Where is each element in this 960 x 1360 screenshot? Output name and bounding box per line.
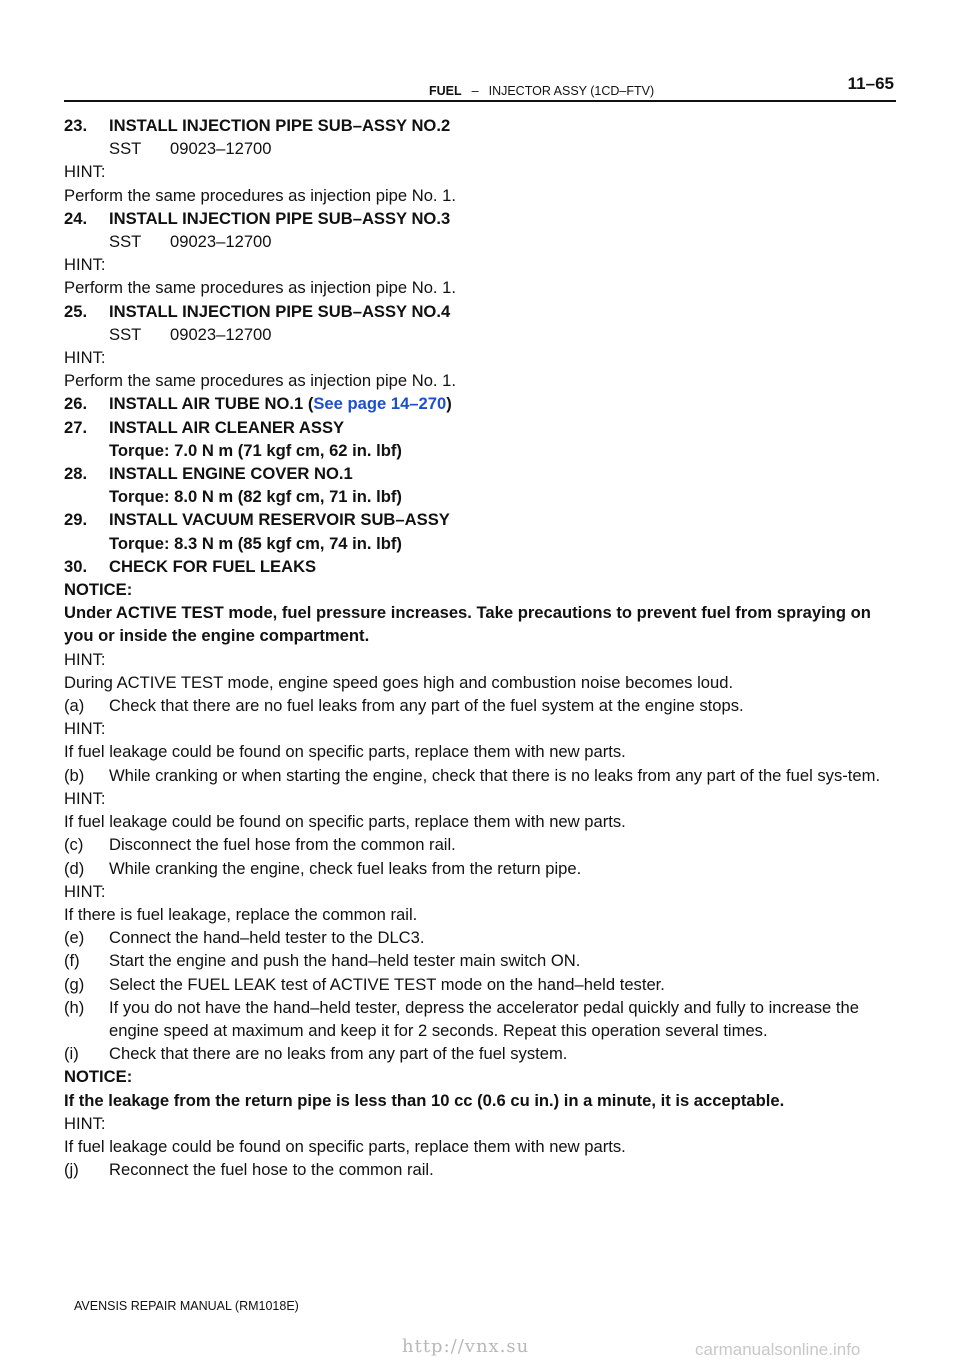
hint-label: HINT: (64, 719, 106, 739)
see-page-link[interactable]: See page 14–270 (313, 394, 447, 414)
hint-text: During ACTIVE TEST mode, engine speed goes high and combustion noise becomes loud. (64, 672, 734, 692)
hint-text: If fuel leakage could be found on specific parts, replace them with new parts. (64, 1136, 626, 1156)
step-23-title: 23. INSTALL INJECTION PIPE SUB–ASSY NO.2 (64, 116, 451, 135)
step-28-torque: Torque: 8.0 N m (82 kgf cm, 71 in. lbf) (109, 487, 402, 507)
header-separator: – (471, 84, 479, 98)
step-30-title: 30. CHECK FOR FUEL LEAKS (64, 556, 317, 576)
step-24-hint-text: Perform the same procedures as injection pipe No. 1. (64, 278, 456, 298)
substep-i: (i) Check that there are no leaks from any part of the fuel system. (64, 1044, 568, 1064)
hint-text: If fuel leakage could be found on specific parts, replace them with new parts. (64, 812, 626, 832)
notice-text: If the leakage from the return pipe is less than 10 cc (0.6 cu in.) in a minute, it is acceptable. (64, 1090, 785, 1110)
hint-text: If there is fuel leakage, replace the common rail. (64, 904, 418, 924)
substep-c: (c) Disconnect the fuel hose from the common rail. (64, 835, 456, 855)
substep-b: (b) While cranking or when starting the engine, check that there is no leaks from any part of the fuel sys-tem. (64, 765, 881, 785)
step-27-title: 27. INSTALL AIR CLEANER ASSY (64, 417, 345, 437)
notice-label: NOTICE: (64, 1067, 133, 1087)
header-subtitle: INJECTOR ASSY (1CD–FTV) (488, 84, 655, 98)
hint-text: If fuel leakage could be found on specific parts, replace them with new parts. (64, 742, 626, 762)
hint-label: HINT: (64, 788, 106, 808)
header-rule (64, 100, 896, 102)
watermark-left[interactable]: http://vnx.su (402, 1336, 530, 1357)
step-26-title: 26. INSTALL AIR TUBE NO.1 (See page 14–270) (64, 394, 452, 414)
step-29-title: 29. INSTALL VACUUM RESERVOIR SUB–ASSY (64, 510, 450, 530)
step-28-title: 28. INSTALL ENGINE COVER NO.1 (64, 464, 353, 484)
step-23-hint-text: Perform the same procedures as injection pipe No. 1. (64, 185, 456, 205)
step-29-torque: Torque: 8.3 N m (85 kgf cm, 74 in. lbf) (109, 533, 402, 553)
document-body (64, 114, 900, 1181)
page-number: 11–65 (847, 74, 894, 93)
hint-label: HINT: (64, 881, 106, 901)
header-title (429, 84, 654, 98)
step-24-hint-label: HINT: (64, 255, 106, 275)
step-23-hint-label: HINT: (64, 162, 106, 182)
page-footer: AVENSIS REPAIR MANUAL (RM1018E) (74, 1299, 299, 1313)
step-27-torque: Torque: 7.0 N m (71 kgf cm, 62 in. lbf) (109, 440, 402, 460)
step-23-sst: SST 09023–12700 (109, 139, 272, 159)
notice-text: Under ACTIVE TEST mode, fuel pressure increases. Take precautions to prevent fuel from spraying on you or inside the engine compartment. (64, 603, 871, 646)
hint-label: HINT: (64, 649, 106, 669)
substep-d: (d) While cranking the engine, check fuel leaks from the return pipe. (64, 858, 582, 878)
step-25-sst: SST 09023–12700 (109, 324, 272, 344)
substep-g: (g) Select the FUEL LEAK test of ACTIVE TEST mode on the hand–held tester. (64, 974, 665, 994)
substep-h: (h) If you do not have the hand–held tester, depress the accelerator pedal quickly and fully to increase the engine speed at maximum and keep it for 2 seconds. Repeat this operation several times. (64, 997, 859, 1040)
substep-f: (f) Start the engine and push the hand–held tester main switch ON. (64, 951, 581, 971)
header-row (64, 74, 896, 98)
step-25-title: 25. INSTALL INJECTION PIPE SUB–ASSY NO.4 (64, 301, 451, 321)
page-header (64, 60, 896, 102)
substep-j: (j) Reconnect the fuel hose to the common rail. (64, 1160, 434, 1180)
step-25-hint-label: HINT: (64, 348, 106, 368)
header-section: FUEL (429, 84, 462, 98)
step-25-hint-text: Perform the same procedures as injection pipe No. 1. (64, 371, 456, 391)
step-24-sst: SST 09023–12700 (109, 232, 272, 252)
hint-label: HINT: (64, 1113, 106, 1133)
substep-e: (e) Connect the hand–held tester to the DLC3. (64, 928, 425, 948)
watermark-right[interactable]: carmanualsonline.info (695, 1340, 861, 1359)
step-24-title: 24. INSTALL INJECTION PIPE SUB–ASSY NO.3 (64, 208, 451, 228)
notice-label: NOTICE: (64, 580, 133, 600)
substep-a: (a) Check that there are no fuel leaks from any part of the fuel system at the engine stops. (64, 696, 744, 716)
